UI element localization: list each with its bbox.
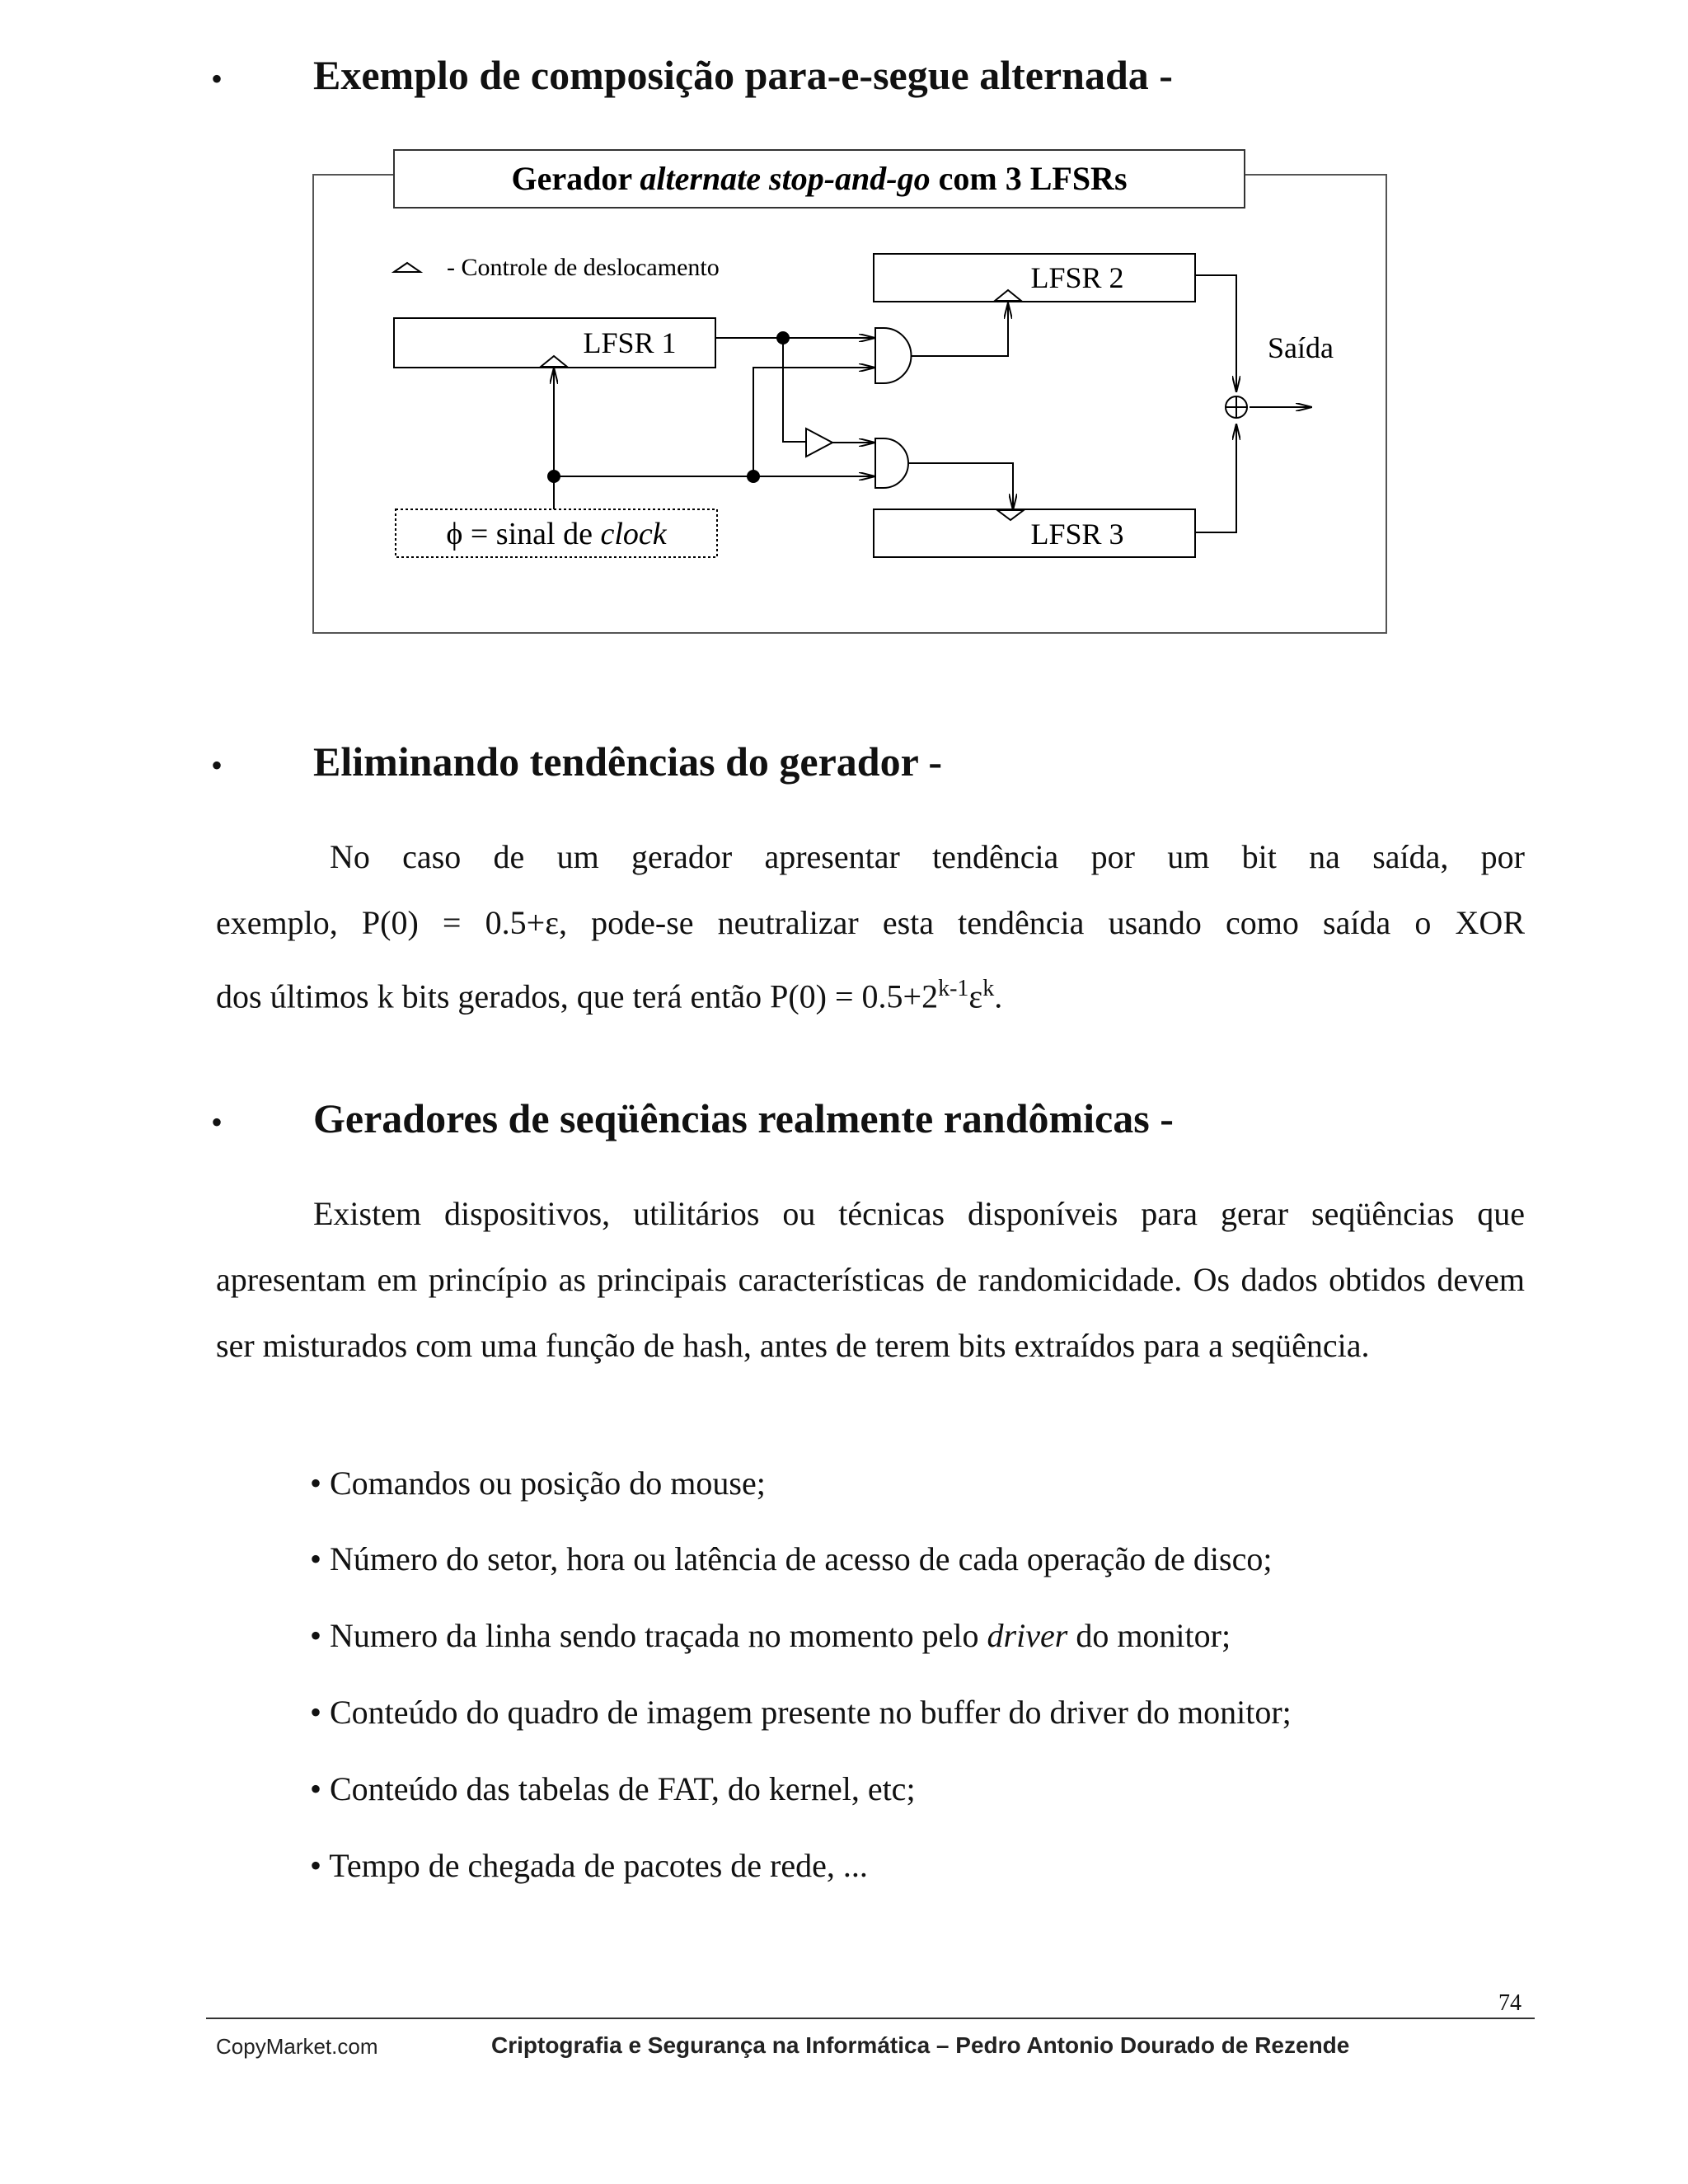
- footer-site: CopyMarket.com: [216, 2034, 378, 2059]
- legend-text: - Controle de deslocamento: [447, 254, 720, 281]
- footer-title: Criptografia e Segurança na Informática – Pedro Antonio Dourado de Rezende: [491, 2032, 1350, 2058]
- output-label: Saída: [1268, 331, 1334, 364]
- exponent-k-minus-1: k-1: [938, 976, 969, 1001]
- list-item: • Tempo de chegada de pacotes de rede, ...: [310, 1847, 868, 1884]
- bias-line-3-end: .: [994, 977, 1003, 1015]
- epsilon-symbol: ε: [968, 977, 983, 1015]
- footer-divider: [206, 2018, 1535, 2019]
- section-heading-random: Geradores de seqüências realmente randômicas -: [313, 1095, 1174, 1141]
- heading-bullet: •: [211, 60, 223, 97]
- bias-line-3-text: dos últimos k bits gerados, que terá então P(0) = 0.5+2: [216, 977, 939, 1015]
- heading-bullet: •: [211, 1104, 223, 1141]
- section-heading-bias: Eliminando tendências do gerador -: [313, 738, 943, 785]
- list-item: [310, 1616, 1231, 1655]
- bias-line-2: exemplo, P(0) = 0.5+ε, pode-se neutralizar esta tendência usando como saída o XOR: [216, 904, 1525, 941]
- list-item-end: do monitor;: [1067, 1617, 1231, 1654]
- lfsr3-label: LFSR 3: [1030, 518, 1124, 551]
- list-item: • Conteúdo do quadro de imagem presente no buffer do driver do monitor;: [310, 1694, 1292, 1731]
- junction-dot: [776, 331, 790, 344]
- lfsr2-label: LFSR 2: [1030, 261, 1124, 294]
- lfsr1-label: LFSR 1: [583, 326, 677, 359]
- junction-dot: [547, 470, 560, 483]
- shift-control-legend-icon: [394, 263, 420, 272]
- clock-label: ϕ = sinal de clock: [446, 517, 667, 551]
- exponent-k: k: [982, 976, 995, 1001]
- junction-dot: [747, 470, 760, 483]
- heading-bullet: •: [211, 747, 223, 784]
- bias-line-1: No caso de um gerador apresentar tendência por um bit na saída, por: [330, 838, 1525, 875]
- stop-and-go-diagram: [305, 140, 1409, 651]
- list-item-text: • Numero da linha sendo traçada no momento pelo: [310, 1617, 987, 1654]
- list-item: • Conteúdo das tabelas de FAT, do kernel, etc;: [310, 1770, 916, 1807]
- list-item: • Número do setor, hora ou latência de acesso de cada operação de disco;: [310, 1540, 1273, 1577]
- diagram-title: Gerador alternate stop-and-go com 3 LFSRs: [511, 160, 1128, 197]
- list-item-italic: driver: [987, 1617, 1068, 1654]
- random-paragraph: Existem dispositivos, utilitários ou técnicas disponíveis para gerar seqüências que apresentam em princípio as principais características de randomicidade. Os dados obtidos devem ser misturados com uma função de hash, antes de terem bits extraídos para a seqüência.: [216, 1195, 1525, 1364]
- bias-line-3: [216, 956, 1002, 1029]
- diagram-wires: [554, 275, 1312, 532]
- section-heading-composition: Exemplo de composição para-e-segue alternada -: [313, 52, 1173, 98]
- page-number: 74: [1498, 1990, 1522, 2016]
- list-item: • Comandos ou posição do mouse;: [310, 1465, 766, 1502]
